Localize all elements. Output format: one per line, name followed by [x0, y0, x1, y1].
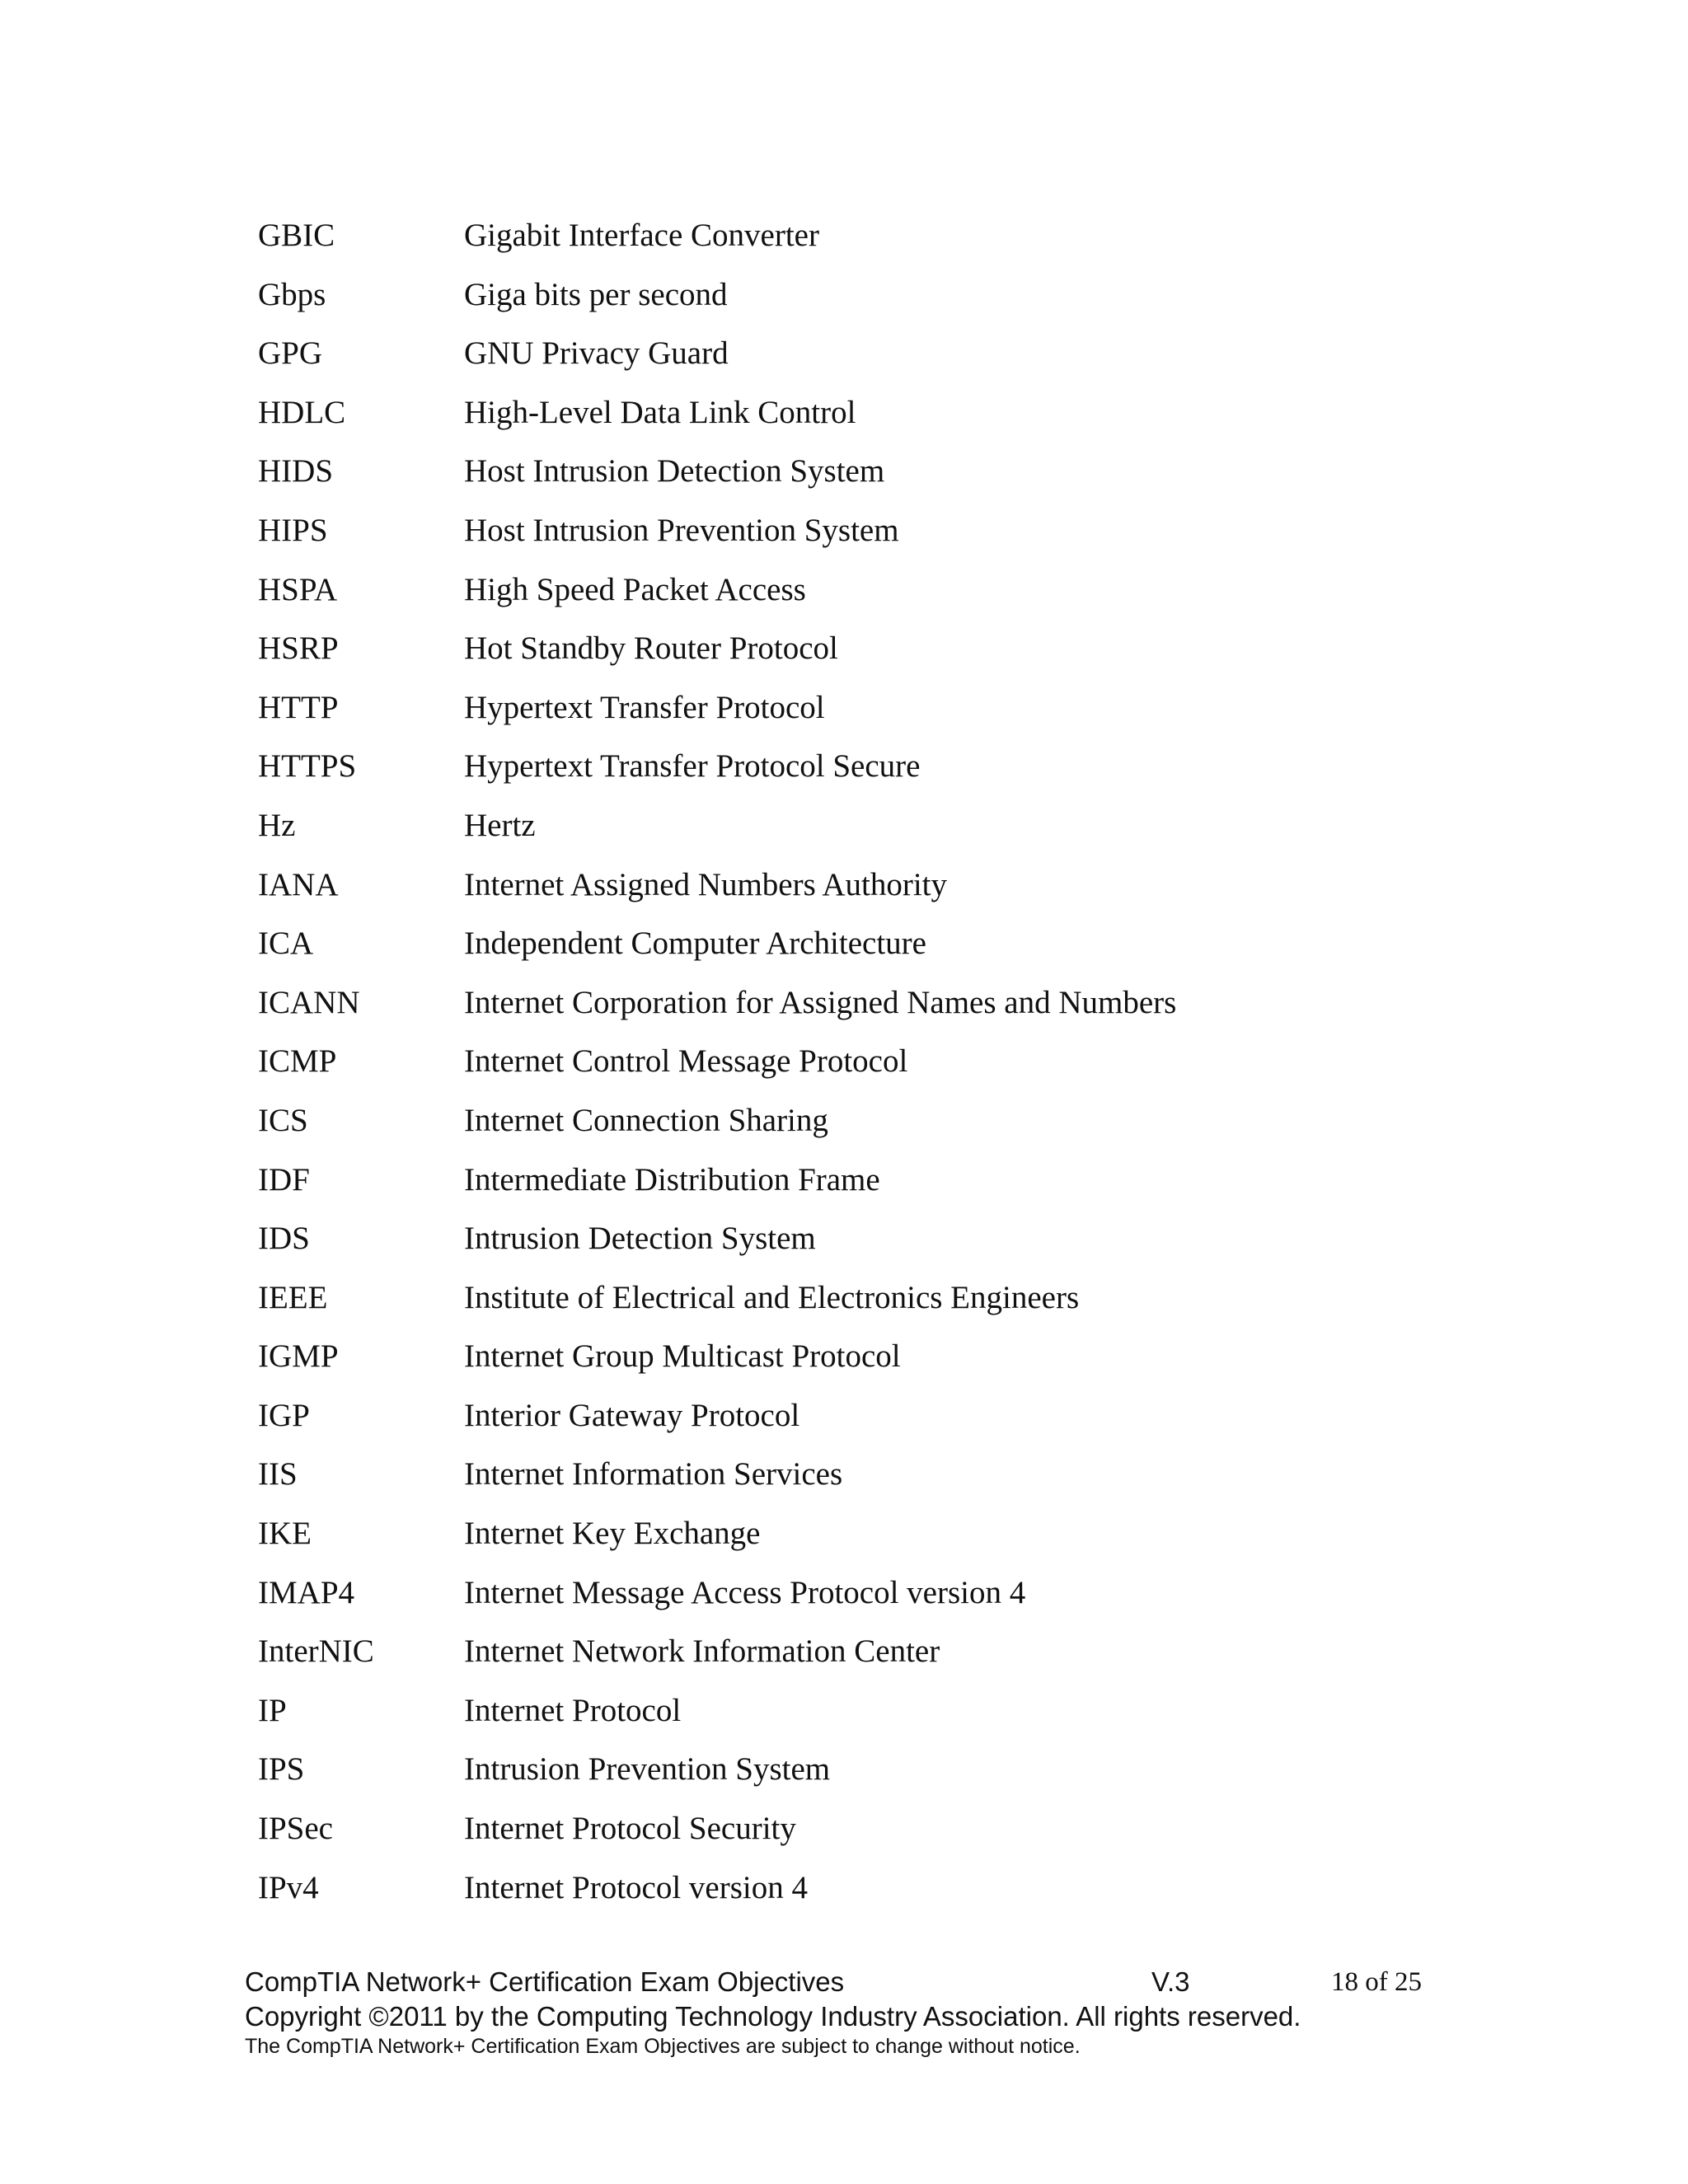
acronym-entry [258, 501, 1494, 560]
acronym-abbreviation: ICANN [258, 984, 360, 1020]
acronym-abbreviation: HIDS [258, 453, 334, 490]
acronym-expansion: High Speed Packet Access [464, 571, 806, 607]
acronym-expansion: Intermediate Distribution Frame [464, 1161, 880, 1197]
page-footer [245, 1964, 1440, 2060]
acronym-expansion: Interior Gateway Protocol [464, 1397, 800, 1433]
acronym-abbreviation: HSRP [258, 630, 339, 667]
acronym-expansion: Internet Protocol [464, 1692, 682, 1728]
acronym-entry [258, 1151, 1494, 1210]
footer-version: V.3 [1151, 1966, 1190, 1997]
acronym-entry [258, 1445, 1494, 1504]
acronym-expansion: Intrusion Prevention System [464, 1751, 831, 1788]
acronym-abbreviation: IEEE [258, 1279, 328, 1315]
acronym-entry [258, 1740, 1494, 1799]
acronym-expansion: Hertz [464, 807, 536, 843]
acronym-expansion: Gigabit Interface Converter [464, 218, 819, 253]
acronym-expansion: Intrusion Detection System [464, 1221, 816, 1257]
acronym-entry [258, 1799, 1494, 1858]
acronym-abbreviation: GBIC [258, 218, 335, 253]
acronym-entry [258, 265, 1494, 325]
acronym-abbreviation: IPv4 [258, 1869, 319, 1905]
acronym-list [258, 206, 1494, 1917]
acronym-abbreviation: InterNIC [258, 1633, 374, 1670]
acronym-expansion: Internet Assigned Numbers Authority [464, 866, 948, 902]
footer-header-line [245, 1964, 1440, 2000]
acronym-entry [258, 1386, 1494, 1446]
acronym-expansion: Institute of Electrical and Electronics Engineers [464, 1279, 1080, 1315]
acronym-abbreviation: IIS [258, 1456, 298, 1493]
acronym-entry [258, 1622, 1494, 1681]
acronym-expansion: Giga bits per second [464, 276, 728, 312]
acronym-entry [258, 678, 1494, 738]
acronym-entry [258, 560, 1494, 620]
footer-notice: The CompTIA Network+ Certification Exam Objectives are subject to change without notice. [245, 2035, 1081, 2058]
acronym-abbreviation: HTTPS [258, 748, 357, 785]
acronym-abbreviation: IPS [258, 1751, 305, 1788]
acronym-expansion: Host Intrusion Detection System [464, 453, 885, 490]
acronym-entry [258, 855, 1494, 915]
footer-copyright: Copyright ©2011 by the Computing Technology Industry Association. All rights reserved. [245, 2001, 1301, 2032]
acronym-entry [258, 324, 1494, 383]
acronym-abbreviation: IDS [258, 1221, 310, 1257]
acronym-abbreviation: HIPS [258, 512, 328, 548]
acronym-abbreviation: HTTP [258, 689, 339, 725]
acronym-entry [258, 619, 1494, 678]
acronym-expansion: Host Intrusion Prevention System [464, 512, 899, 548]
acronym-entry [258, 1563, 1494, 1623]
footer-page-number: 18 of 25 [1331, 1967, 1422, 1997]
acronym-abbreviation: HSPA [258, 571, 338, 607]
acronym-entry [258, 1504, 1494, 1563]
acronym-expansion: Internet Connection Sharing [464, 1102, 828, 1138]
acronym-abbreviation: IANA [258, 866, 339, 902]
acronym-abbreviation: Gbps [258, 276, 326, 312]
acronym-expansion: Internet Protocol version 4 [464, 1869, 808, 1905]
acronym-abbreviation: GPG [258, 335, 323, 372]
acronym-entry [258, 1091, 1494, 1151]
acronym-abbreviation: IDF [258, 1161, 310, 1197]
acronym-entry [258, 973, 1494, 1033]
acronym-expansion: Internet Control Message Protocol [464, 1043, 908, 1080]
acronym-abbreviation: HDLC [258, 394, 346, 430]
acronym-expansion: GNU Privacy Guard [464, 335, 729, 372]
acronym-entry [258, 442, 1494, 501]
acronym-entry [258, 1327, 1494, 1386]
acronym-abbreviation: IKE [258, 1516, 312, 1552]
acronym-abbreviation: Hz [258, 807, 296, 843]
acronym-expansion: Internet Protocol Security [464, 1811, 796, 1847]
acronym-entry [258, 796, 1494, 855]
acronym-abbreviation: IGP [258, 1397, 310, 1433]
acronym-expansion: Hypertext Transfer Protocol [464, 689, 825, 725]
acronym-expansion: Internet Information Services [464, 1456, 843, 1493]
acronym-entry [258, 383, 1494, 443]
acronym-abbreviation: ICMP [258, 1043, 337, 1080]
acronym-expansion: Hypertext Transfer Protocol Secure [464, 748, 921, 785]
acronym-expansion: Internet Network Information Center [464, 1633, 940, 1670]
acronym-abbreviation: IP [258, 1692, 287, 1728]
acronym-entry [258, 1858, 1494, 1918]
acronym-expansion: Internet Corporation for Assigned Names and Numbers [464, 984, 1177, 1020]
acronym-expansion: Internet Group Multicast Protocol [464, 1338, 901, 1375]
acronym-entry [258, 1268, 1494, 1328]
acronym-abbreviation: ICA [258, 926, 314, 962]
acronym-expansion: Hot Standby Router Protocol [464, 630, 838, 667]
acronym-entry [258, 914, 1494, 973]
acronym-abbreviation: IGMP [258, 1338, 339, 1375]
acronym-abbreviation: IPSec [258, 1811, 333, 1847]
acronym-abbreviation: IMAP4 [258, 1574, 355, 1610]
acronym-expansion: High-Level Data Link Control [464, 394, 856, 430]
acronym-abbreviation: ICS [258, 1102, 308, 1138]
acronym-entry [258, 1032, 1494, 1091]
footer-document-title: CompTIA Network+ Certification Exam Objectives [245, 1966, 845, 1997]
acronym-expansion: Internet Key Exchange [464, 1516, 761, 1552]
acronym-entry [258, 1209, 1494, 1268]
acronym-expansion: Internet Message Access Protocol version 4 [464, 1574, 1026, 1610]
acronym-entry [258, 1681, 1494, 1741]
acronym-entry [258, 206, 1494, 265]
acronym-entry [258, 737, 1494, 796]
acronym-expansion: Independent Computer Architecture [464, 926, 926, 962]
